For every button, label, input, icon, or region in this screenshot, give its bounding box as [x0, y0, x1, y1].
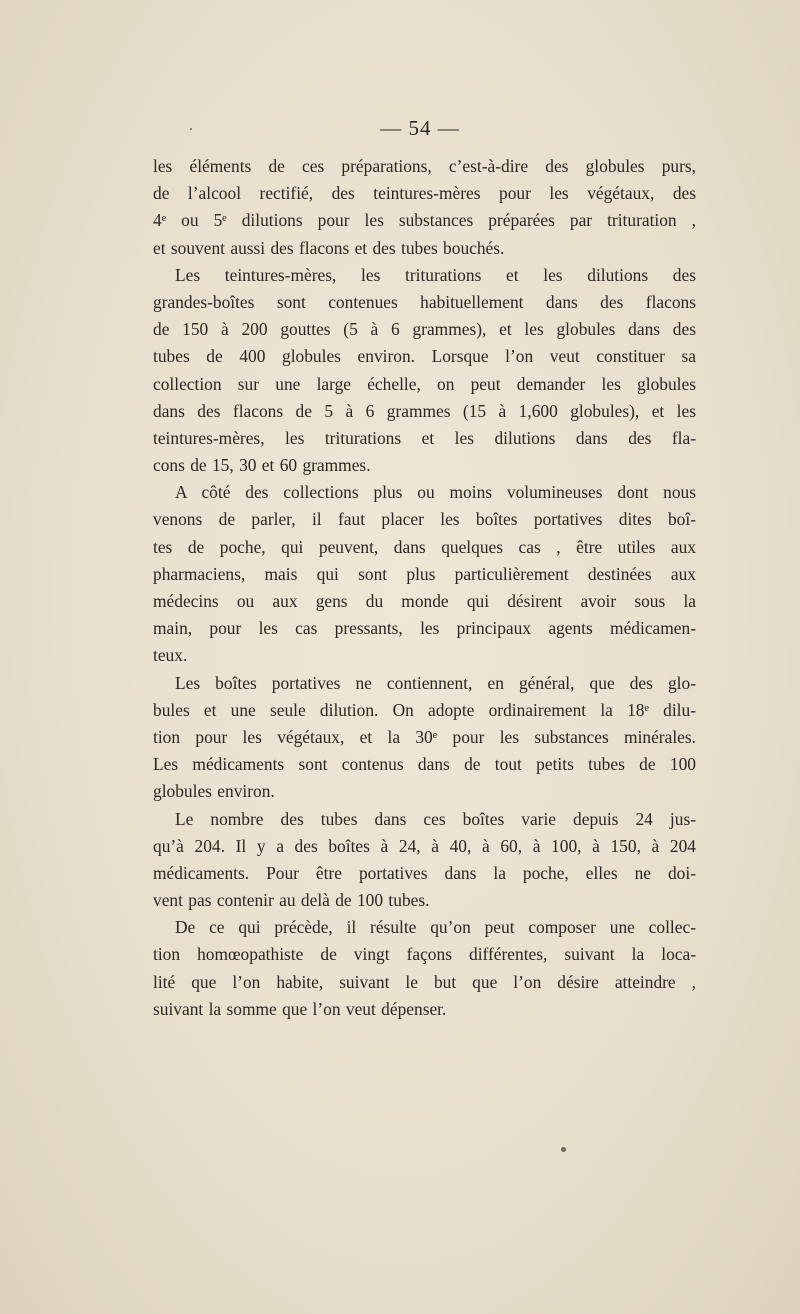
text-line: Les boîtes portatives ne contiennent, en général, que des glo- [175, 672, 696, 693]
text-line: De ce qui précède, il résulte qu’on peut composer une collec- [175, 917, 696, 938]
text-line: tubes de 400 globules environ. Lorsque l’on veut constituer sa [153, 346, 696, 367]
text-line: Le nombre des tubes dans ces boîtes varie depuis 24 jus- [175, 808, 696, 829]
text-line: globules environ. [153, 781, 275, 802]
text-line: teux. [153, 645, 188, 666]
text-line: teintures-mères, les triturations et les dilutions dans des fla- [153, 427, 696, 448]
text-line: 4ᵉ ou 5ᵉ dilutions pour les substances préparées par trituration , [153, 210, 696, 231]
text-line: de l’alcool rectifié, des teintures-mères pour les végétaux, des [153, 183, 696, 204]
text-line: médicaments. Pour être portatives dans la poche, elles ne doi- [153, 862, 696, 883]
text-line: main, pour les cas pressants, les principaux agents médicamen- [153, 618, 696, 639]
text-line: et souvent aussi des flacons et des tubes bouchés. [153, 237, 505, 258]
text-line: venons de parler, il faut placer les boîtes portatives dites boî- [153, 509, 696, 530]
text-line: pharmaciens, mais qui sont plus particulièrement destinées aux [153, 563, 696, 584]
ink-speck [561, 1147, 566, 1152]
text-line: tion pour les végétaux, et la 30ᵉ pour les substances minérales. [153, 726, 696, 747]
text-line: les éléments de ces préparations, c’est-à-dire des globules purs, [153, 156, 696, 176]
text-line: dans des flacons de 5 à 6 grammes (15 à 1,600 globules), et les [153, 400, 696, 421]
text-line: grandes-boîtes sont contenues habituellement dans des flacons [153, 291, 696, 312]
text-line: cons de 15, 30 et 60 grammes. [153, 455, 371, 476]
body-text [153, 153, 696, 1023]
page-number: — 54 — [380, 116, 460, 140]
ink-speck [190, 128, 192, 130]
text-line: tes de poche, qui peuvent, dans quelques cas , être utiles aux [153, 536, 696, 557]
text-line: Les médicaments sont contenus dans de tout petits tubes de 100 [153, 754, 696, 775]
text-line: qu’à 204. Il y a des boîtes à 24, à 40, à 60, à 100, à 150, à 204 [153, 835, 696, 856]
text-line: bules et une seule dilution. On adopte ordinairement la 18ᵉ dilu- [153, 699, 696, 720]
text-line: tion homœopathiste de vingt façons différentes, suivant la loca- [153, 944, 696, 965]
text-line: de 150 à 200 gouttes (5 à 6 grammes), et les globules dans des [153, 319, 696, 340]
text-line: lité que l’on habite, suivant le but que l’on désire atteindre , [153, 971, 696, 992]
text-line: médecins ou aux gens du monde qui désirent avoir sous la [153, 591, 696, 611]
text-line: vent pas contenir au delà de 100 tubes. [153, 890, 430, 911]
text-line: suivant la somme que l’on veut dépenser. [153, 998, 447, 1019]
text-line: Les teintures-mères, les triturations et les dilutions des [175, 264, 696, 285]
text-line: collection sur une large échelle, on peut demander les globules [153, 373, 696, 394]
text-line: A côté des collections plus ou moins volumineuses dont nous [175, 482, 696, 503]
